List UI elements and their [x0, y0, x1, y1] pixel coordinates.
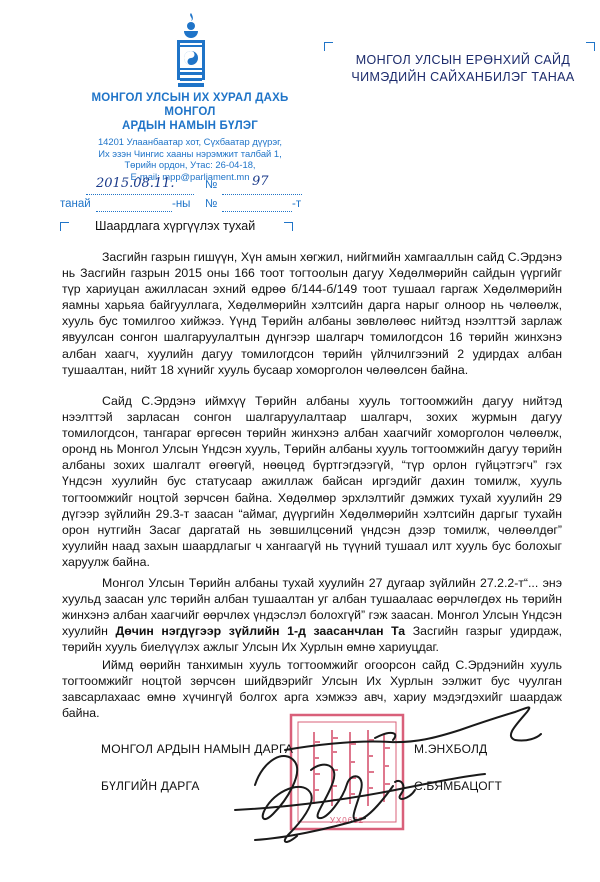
stamp-code: УХ0632	[329, 816, 365, 825]
handwritten-signature	[215, 690, 545, 860]
recipient-line1: МОНГОЛ УЛСЫН ЕРӨНХИЙ САЙД	[355, 53, 571, 67]
org-name-line3: АРДЫН НАМЫН БҮЛЭГ	[122, 120, 258, 132]
letter-number: 97	[252, 174, 269, 189]
org-address: 14201 Улаанбаатар хот, Сүхбаатар дүүрэг, Их эзэн Чингис хааны нэрэмжит талбай 1, Төрийн ордон, Утас: 26-04-18, E-mail: mpp@parliament.mn	[97, 136, 283, 182]
letter-date: 2015.08.11.	[96, 176, 175, 191]
body-paragraph-2: Сайд С.Эрдэнэ иймхүү Төрийн албаны хууль тогтоомжийн дагуу нийтэд нээлттэй зарласан сонгон шалгаруулалтаар шалгарч, зохих журмын дагуу томилогдсон, тангараг өргөсөн төрийн жинхэнэ албан хаагчийг хоморголон чөлөөлж, оронд нь Монгол Улсын Үндсэн хууль, Төрийн албаны хууль тогтоомжийн дагуу төрийн албаны зохих шалгалт өгөөгүй, нөөцөд бүртгэгдээгүй, “түр орлон гүйцэтгэгч” гэх Үндсэн хуулийн бус статусаар ажиллаж байсан иргэдийг дахин томилж, хууль тогтоомжийг ноцтой зөрчсөн байна. Хөдөлмөр эрхлэлтийг дэмжих тухай хуулийн 29 дүгээр зүйлийн 29.3-т заасан “аймаг, дүүргийн Хөдөлмөрийн хэлтсийн даргыг тухайн орон нутгийн Засаг даргатай нь зөвшилцсөний үндсэн дээр томилж, чөлөөлдөг” хуулийн наад захын шаардлагыг ч хангаагүй нь түүний тушаал илт хууль бус болохыг харуулж байна.	[62, 394, 562, 569]
signer-title-2: БҮЛГИЙН ДАРГА	[101, 779, 200, 793]
recipient-line2: ЧИМЭДИЙН САЙХАНБИЛЭГ ТАНАА	[351, 70, 575, 84]
your-number-line	[222, 210, 292, 212]
letter-subject: Шаардлага хүргүүлэх тухай	[95, 219, 256, 233]
signer-name-2: С.БЯМБАЦОГТ	[414, 779, 502, 793]
constitution-article-ref: Дөчин нэгдүгээр зүйлийн 1-д заасанчлан Та	[115, 624, 406, 639]
soyombo-emblem-icon	[174, 12, 208, 90]
t-label: -т	[292, 198, 302, 210]
body-paragraph-3: Монгол Улсын Төрийн албаны тухай хуулийн 27 дугаар зүйлийн 27.2.2-т“... энэ хуульд заасан улс төрийн албан тушаалтан уг албан тушаалаас өөрчлөгдөх нь төрийн жинхэнэ албан хаагчийг өөрчлөх үндэслэл болохгүй” гэж заасан. Монгол Улсын Үндсэн хуулийн Дөчин нэгдүгээр зүйлийн 1-д заасанчлан Та Засгийн газрыг удирдаж, төрийн хууль биелүүлэх ажлыг Улсын Их Хурлын өмнө хариуцдаг.	[62, 576, 562, 655]
number-label: №	[205, 179, 218, 191]
ny-label: -ны	[172, 198, 191, 210]
subject-corner-tr	[284, 222, 293, 231]
your-number-label: №	[205, 198, 218, 210]
date-line	[86, 193, 194, 195]
body-paragraph-4: Иймд өөрийн танхимын хууль тогтоомжийг огоорсон сайд С.Эрдэнийн хууль тогтоомжийг ноцтой зөрчсөн шийдвэрийг Улсын Их Хурлын ээлжит бус чуулган завсарлахаас өмнө хүчингүй болгох арга хэмжээ авч, хариу мэдэгдэхийг шаардаж байна.	[62, 658, 562, 721]
subject-corner-tl	[60, 222, 69, 231]
signer-title-1: МОНГОЛ АРДЫН НАМЫН ДАРГА	[101, 742, 294, 756]
signer-name-1: М.ЭНХБОЛД	[414, 742, 488, 756]
body-paragraph-1: Засгийн газрын гишүүн, Хүн амын хөгжил, нийгмийн хамгааллын сайд С.Эрдэнэ нь Засгийн газрын 2015 оны 166 тоот тогтоолын дагуу Хөдөлмөрийн сайдын үүргийг түр хариуцан ажилласан эхний өдрөө б/144-б/149 тоот тушаал гаргаж Хөдөлмөрийн яамны харьяа байгууллага, Хөдөлмөрийн хэлтсийн дарга нарыг олноор нь чөлөөлж, хууль бус томилгоо хийжээ. Үүнд Төрийн албаны зөвлөлөөс нийтэд нээлттэй зарлаж явуулсан сонгон шалгаруулалтын дүнгээр шалгарч томилогдсон 16 төрийн жинхэнэ албан хаагч, хуулийн дагуу томилогдсон төрийн үйлчилгээний 2 удирдах албан тушаалтан, нийт 18 хүнийг хууль бусаар хоморголон чөлөөлсөн байна.	[62, 250, 562, 377]
number-line	[222, 193, 302, 195]
org-name-line1: МОНГОЛ УЛСЫН ИХ ХУРАЛ ДАХЬ	[91, 92, 289, 104]
org-name-line2: МОНГОЛ	[164, 106, 216, 118]
your-label: танай	[60, 198, 91, 210]
recipient-corner-tr	[586, 42, 595, 51]
recipient-corner-tl	[324, 42, 333, 51]
your-date-line	[96, 210, 172, 212]
